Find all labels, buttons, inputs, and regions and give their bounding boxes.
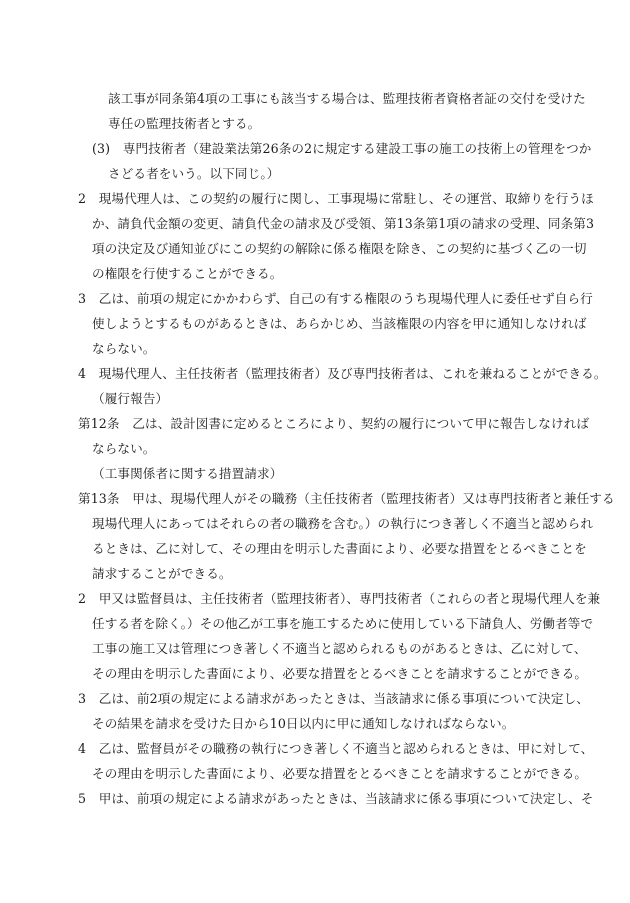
text-line: 3 乙は、前項の規定にかかわらず、自己の有する権限のうち現場代理人に委任せず自ら行 [78,291,593,306]
text-line: 3 乙は、前2項の規定による請求があったときは、当該請求に係る事項について決定し、 [78,691,589,706]
text-line: 任する者を除く。）その他乙が工事を施工するために使用している下請負人、労働者等で [92,616,594,631]
text-line: 2 甲又は監督員は、主任技術者（監理技術者）、専門技術者（これらの者と現場代理人を兼 [78,591,601,606]
text-line: 2 現場代理人は、この契約の履行に関し、工事現場に常駐し、その運営、取締りを行うほ [78,191,594,206]
text-line: 請求することができる。 [92,566,232,581]
article-line: 第12条 乙は、設計図書に定めるところにより、契約の履行について甲に報告しなければ [78,416,590,431]
text-line: 該工事が同条第4項の工事にも該当する場合は、監理技術者資格者証の交付を受けた [108,91,586,106]
text-line: (3) 専門技術者（建設業法第26条の2に規定する建設工事の施工の技術上の管理をつか [92,141,592,156]
article-line: 第13条 甲は、現場代理人がその職務（主任技術者（監理技術者）又は専門技術者と兼任する [78,491,615,506]
text-line: の権限を行使することができる。 [92,266,283,281]
text-line: るときは、乙に対して、その理由を明示した書面により、必要な措置をとるべきことを [92,541,587,556]
text-line: 使しようとするものがあるときは、あらかじめ、当該権限の内容を甲に通知しなければ [92,316,587,331]
text-line: さどる者をいう。以下同じ。） [108,166,280,181]
text-line: 4 乙は、監督員がその職務の執行につき著しく不適当と認められるときは、甲に対して、 [78,741,594,756]
section-heading: （工事関係者に関する措置請求） [92,466,283,481]
text-line: 5 甲は、前項の規定による請求があったときは、当該請求に係る事項について決定し、そ [78,791,594,806]
text-line: か、請負代金額の変更、請負代金の請求及び受領、第13条第1項の請求の受理、同条第3 [92,216,595,231]
text-line: その結果を請求を受けた日から10日以内に甲に通知しなければならない。 [92,716,515,731]
text-line: ならない。 [92,441,156,456]
text-line: 専任の監理技術者とする。 [108,116,261,131]
text-line: 項の決定及び通知並びにこの契約の解除に係る権限を除き、この契約に基づく乙の一切 [92,241,587,256]
text-line: その理由を明示した書面により、必要な措置をとるべきことを請求することができる。 [92,666,588,681]
text-line: ならない。 [92,341,156,356]
text-line: 現場代理人にあってはそれらの者の職務を含む。）の執行につき著しく不適当と認められ [92,516,594,531]
text-line: 工事の施工又は管理につき著しく不適当と認められるものがあるときは、乙に対して、 [92,641,587,656]
section-heading: （履行報告） [92,391,169,406]
text-line: その理由を明示した書面により、必要な措置をとるべきことを請求することができる。 [92,766,588,781]
text-line: 4 現場代理人、主任技術者（監理技術者）及び専門技術者は、これを兼ねることができる。 [78,366,607,381]
